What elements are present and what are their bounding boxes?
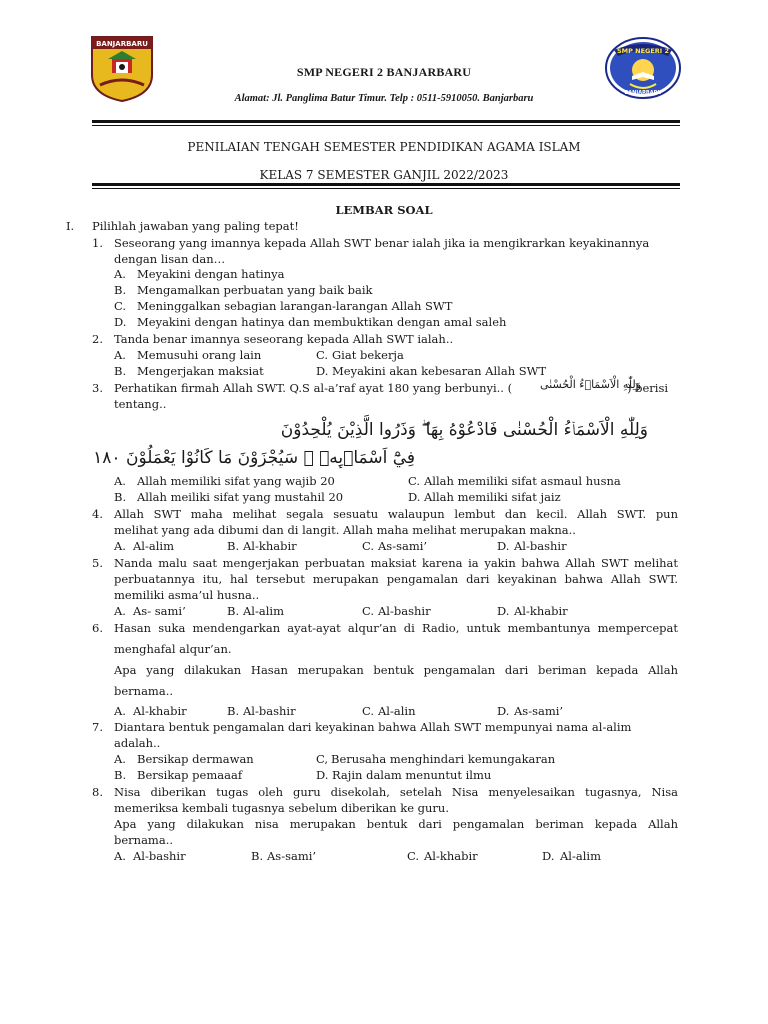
arabic-verse-line: وَلِلّٰهِ الْاَسْمَاۤءُ الْحُسْنٰى فَادْعُوْهُ بِهَا ۖ وَذَرُوا الَّذِيْنَ يُلْحِدُوْنَ — [280, 420, 648, 440]
section-instruction: Pilihlah jawaban yang paling tepat! — [92, 219, 299, 233]
question-number: 1. — [92, 236, 103, 250]
question-number: 3. — [92, 381, 103, 395]
question-text: Nisa diberikan tugas oleh guru disekolah, setelah Nisa menyelesaikan tugasnya, Nisa — [114, 785, 678, 799]
question-number: 6. — [92, 621, 103, 635]
option-text: Meyakini dengan hatinya — [137, 267, 285, 281]
option-letter: D. — [408, 490, 421, 504]
question-text: tentang.. — [114, 397, 167, 411]
option-text: Meninggalkan sebagian larangan-larangan Allah SWT — [137, 299, 453, 313]
question-text: dengan lisan dan… — [114, 252, 226, 266]
option-text: Giat bekerja — [332, 348, 404, 362]
exam-title: PENILAIAN TENGAH SEMESTER PENDIDIKAN AGAMA ISLAM — [187, 140, 581, 154]
question-text: memeriksa kembali tugasnya sebelum diberikan ke guru. — [114, 801, 449, 815]
badge-top-label: SMP NEGERI 2 — [616, 47, 670, 55]
option-letter: C. — [362, 539, 375, 553]
option-text: As-sami’ — [514, 704, 564, 718]
option-text: Al-khabir — [514, 604, 568, 618]
option-letter: C. — [362, 704, 375, 718]
option-letter: C. — [408, 474, 421, 488]
option-text: Allah memiliki sifat jaiz — [424, 490, 561, 504]
option-text: Meyakini akan kebesaran Allah SWT — [332, 364, 547, 378]
option-text: As-sami’ — [267, 849, 317, 863]
option-text: Al-alin — [378, 704, 416, 718]
option-letter: D. — [497, 704, 510, 718]
option-letter: B. — [227, 604, 240, 618]
question-text: ) berisi — [627, 381, 669, 395]
option-text: Allah memiliki sifat asmaul husna — [424, 474, 621, 488]
option-letter: C. — [362, 604, 375, 618]
option-letter: B. — [227, 539, 240, 553]
option-letter: A. — [114, 348, 126, 362]
option-text: Al-khabir — [424, 849, 478, 863]
option-letter: A. — [114, 704, 126, 718]
question-text: bernama.. — [114, 833, 173, 847]
question-text: adalah.. — [114, 736, 161, 750]
option-letter: D. — [542, 849, 555, 863]
question-text: Seseorang yang imannya kepada Allah SWT benar ialah jika ia mengikrarkan keyakinannya — [114, 236, 650, 250]
header-divider-thin — [92, 125, 680, 126]
option-text: As- sami’ — [133, 604, 186, 618]
sheet-title: LEMBAR SOAL — [335, 203, 433, 217]
question-text: bernama.. — [114, 684, 173, 698]
option-text: Al-alim — [243, 604, 284, 618]
question-number: 5. — [92, 556, 103, 570]
question-text: Apa yang dilakukan nisa merupakan bentuk dari pengamalan beriman kepada Allah — [114, 817, 678, 831]
question-text: perbuatannya itu, hal tersebut merupakan pengamalan dari keyakinan bahwa Allah SWT. — [114, 572, 678, 586]
question-text: Tanda benar imannya seseorang kepada Allah SWT ialah.. — [114, 332, 454, 346]
header-divider — [92, 120, 680, 123]
question-text: menghafal alqur’an. — [114, 642, 232, 656]
option-text: As-sami’ — [378, 539, 428, 553]
option-letter: A. — [114, 849, 126, 863]
option-letter: B. — [114, 283, 127, 297]
question-number: 7. — [92, 720, 103, 734]
option-text: Allah meiliki sifat yang mustahil 20 — [137, 490, 344, 504]
option-text: Mengerjakan maksiat — [137, 364, 264, 378]
question-text: Nanda malu saat mengerjakan perbuatan maksiat karena ia yakin bahwa Allah SWT melihat — [114, 556, 678, 570]
title-divider — [92, 183, 680, 186]
option-text: Rajin dalam menuntut ilmu — [332, 768, 492, 782]
option-text: Meyakini dengan hatinya dan membuktikan dengan amal saleh — [137, 315, 507, 329]
option-text: Al-khabir — [243, 539, 297, 553]
option-letter: B. — [114, 768, 127, 782]
option-text: Al-alim — [133, 539, 174, 553]
badge-bottom-label: BANJARBARU — [624, 90, 662, 96]
option-letter: A. — [114, 474, 126, 488]
option-letter: D. — [114, 315, 127, 329]
option-letter: C. — [114, 299, 127, 313]
school-address: Alamat: Jl. Panglima Batur Timur. Telp : 0511-5910050. Banjarbaru — [234, 93, 534, 104]
question-number: 4. — [92, 507, 103, 521]
option-text: Mengamalkan perbuatan yang baik baik — [137, 283, 373, 297]
arabic-verse-line: فِيْٓ اَسْمَاۤىِٕهٖ ۗ سَيُجْزَوْنَ مَا كَانُوْا يَعْمَلُوْنَ ١٨٠ — [93, 448, 415, 468]
option-text: Bersikap pemaaaf — [137, 768, 243, 782]
option-letter: A. — [114, 752, 126, 766]
question-text: melihat yang ada dibumi dan di langit. Allah maha melihat merupakan makna.. — [114, 523, 576, 537]
option-letter: B. — [114, 364, 127, 378]
option-text: Memusuhi orang lain — [137, 348, 262, 362]
arabic-inline-quote: وَلِلّٰهِ الْاَسْمَاۤءُ الْحُسْنٰى — [540, 378, 642, 391]
question-number: 8. — [92, 785, 103, 799]
option-text: Al-bashir — [243, 704, 296, 718]
school-name: SMP NEGERI 2 BANJARBARU — [296, 65, 472, 79]
option-text: Al-alim — [560, 849, 601, 863]
question-text: Diantara bentuk pengamalan dari keyakinan bahwa Allah SWT mempunyai nama al-alim — [114, 720, 632, 734]
option-text: Al-bashir — [133, 849, 186, 863]
option-letter: D. — [316, 768, 329, 782]
option-letter: A. — [114, 604, 126, 618]
option-letter: B. — [227, 704, 240, 718]
option-letter: C. — [316, 348, 329, 362]
option-letter: C, — [316, 752, 329, 766]
option-text: Allah memiliki sifat yang wajib 20 — [137, 474, 335, 488]
option-text: Al-bashir — [514, 539, 567, 553]
question-text: Allah SWT maha melihat segala sesuatu walaupun lembut dan kecil. Allah SWT. pun — [114, 507, 678, 521]
crest-label: BANJARBARU — [96, 40, 148, 48]
section-number: I. — [66, 219, 75, 233]
option-text: Bersikap dermawan — [137, 752, 254, 766]
title-divider-thin — [92, 188, 680, 189]
option-text: Al-bashir — [378, 604, 431, 618]
question-number: 2. — [92, 332, 103, 346]
exam-class: KELAS 7 SEMESTER GANJIL 2022/2023 — [259, 168, 509, 182]
question-text: Hasan suka mendengarkan ayat-ayat alqur’an di Radio, untuk membantunya mempercepat — [114, 621, 678, 635]
option-letter: B. — [114, 490, 127, 504]
option-letter: A. — [114, 539, 126, 553]
option-letter: B. — [251, 849, 264, 863]
option-letter: A. — [114, 267, 126, 281]
question-text: memiliki asma’ul husna.. — [114, 588, 260, 602]
option-letter: D. — [497, 604, 510, 618]
question-text: Apa yang dilakukan Hasan merupakan bentuk pengamalan dari beriman kepada Allah — [114, 663, 678, 677]
option-letter: D. — [497, 539, 510, 553]
question-text: Perhatikan firmah Allah SWT. Q.S al-a’raf ayat 180 yang berbunyi.. ( — [114, 381, 513, 395]
option-text: Berusaha menghindari kemungakaran — [331, 752, 556, 766]
option-text: Al-khabir — [133, 704, 187, 718]
option-letter: C. — [407, 849, 420, 863]
option-letter: D. — [316, 364, 329, 378]
